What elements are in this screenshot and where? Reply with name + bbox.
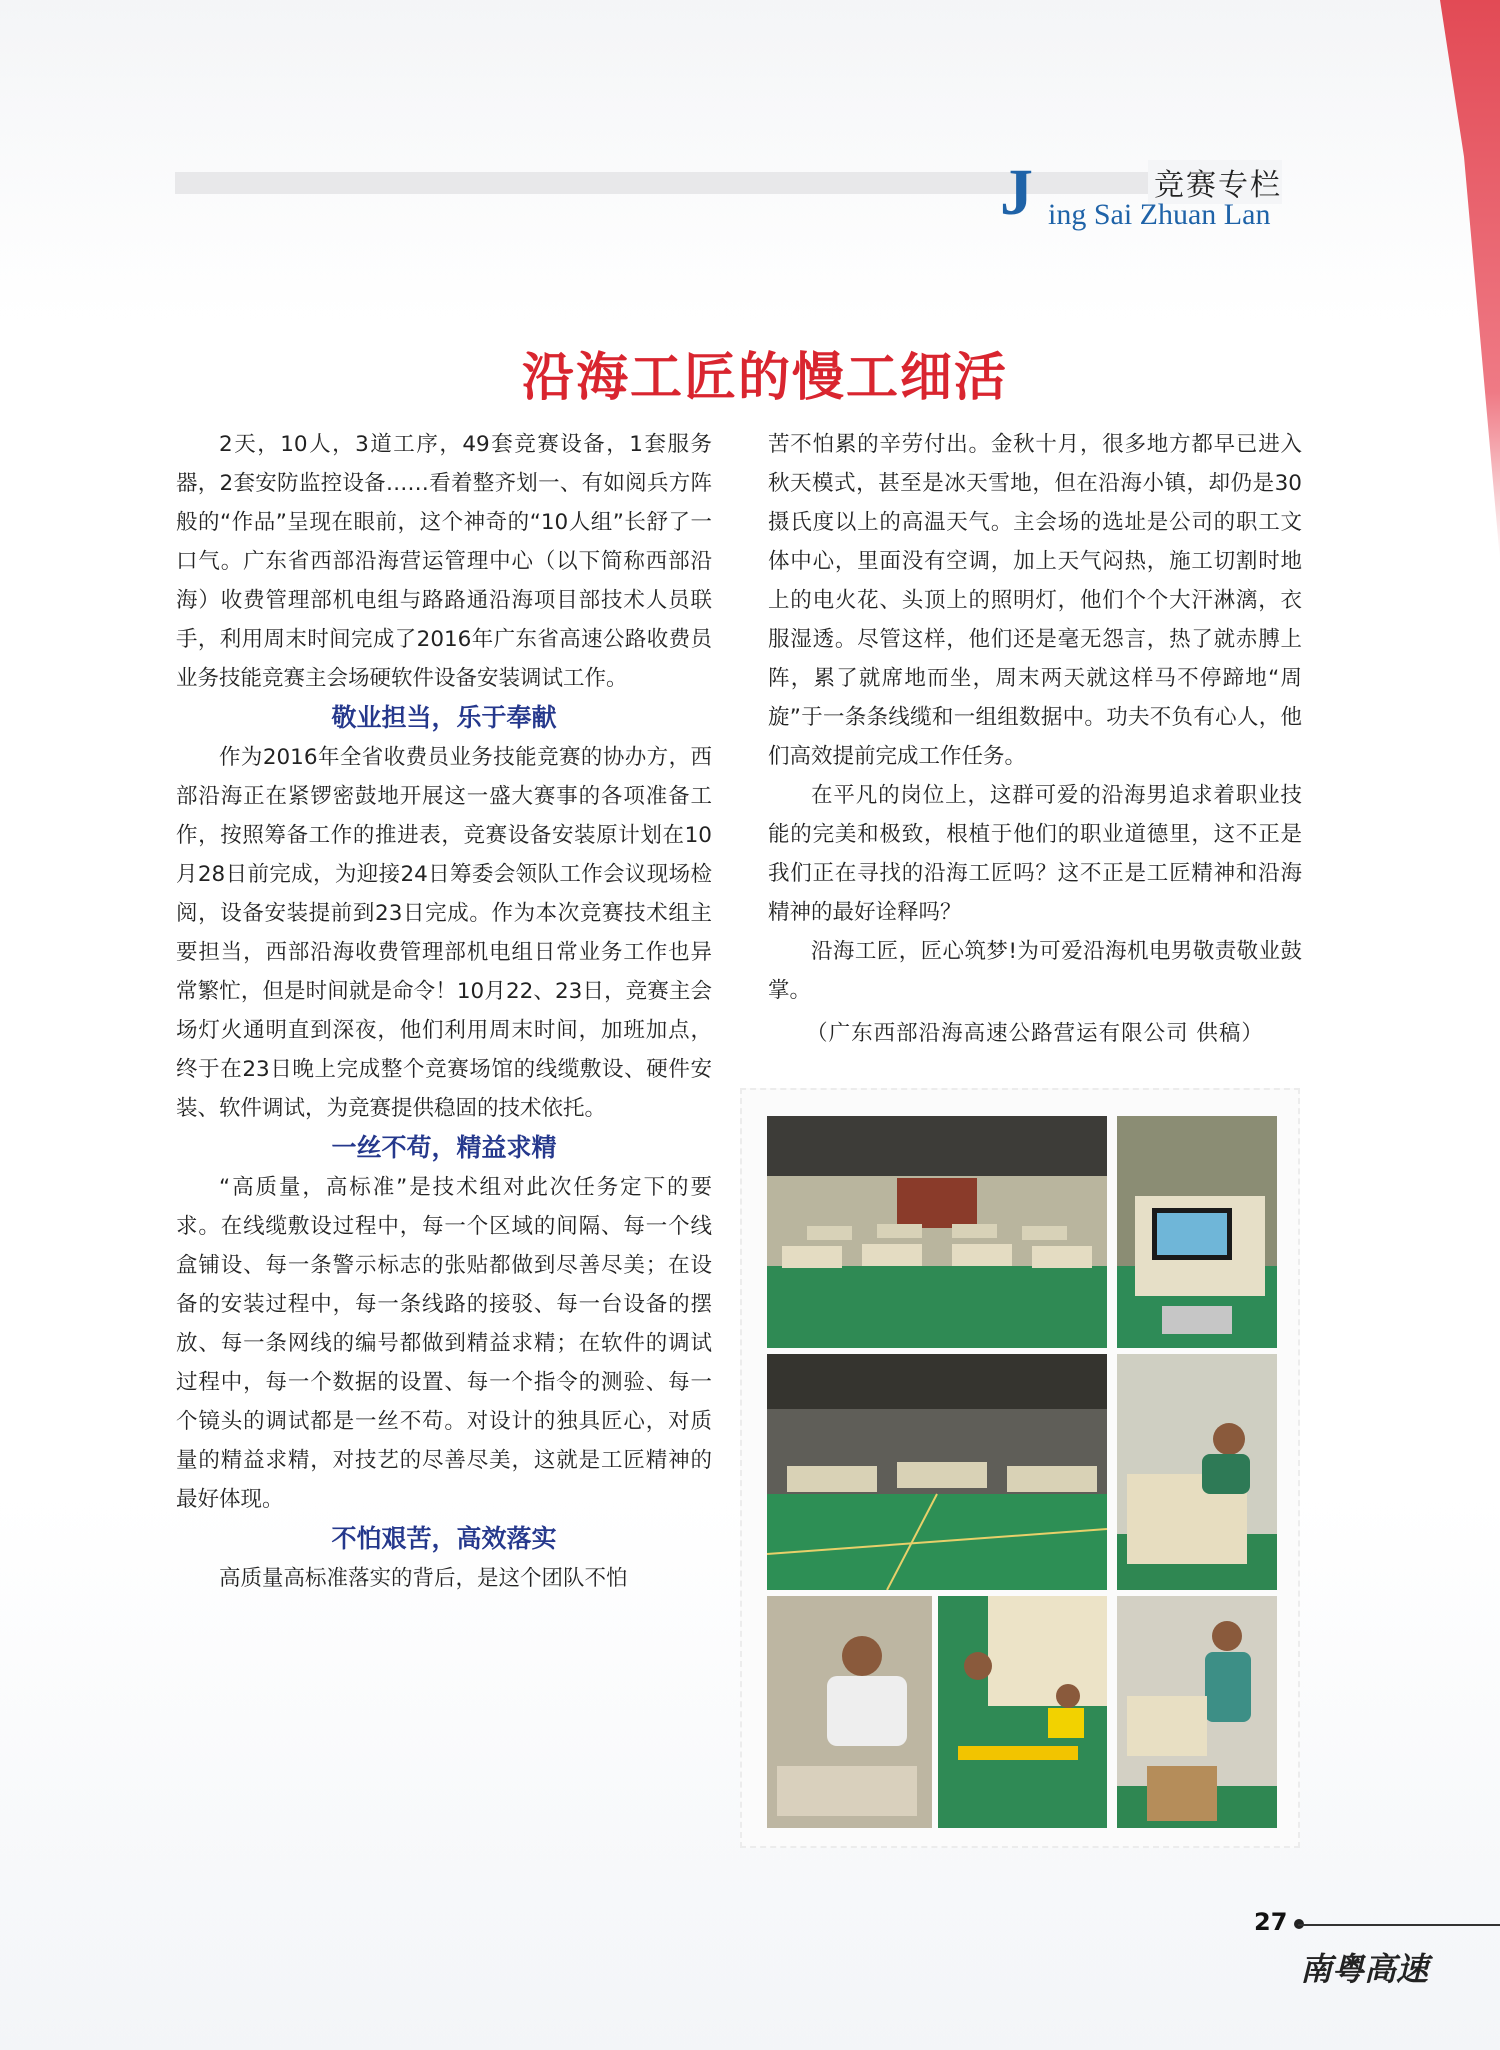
photo-worker-standing <box>1117 1596 1277 1828</box>
left-column <box>176 425 712 1598</box>
photo-warning-tape <box>938 1596 1107 1828</box>
article-credit: （广东西部沿海高速公路营运有限公司 供稿） <box>806 1021 1264 1046</box>
paragraph: 在平凡的岗位上，这群可爱的沿海男追求着职业技能的完美和极致，根植于他们的职业道德里，这不正是我们正在寻找的沿海工匠吗？这不正是工匠精神和沿海精神的最好诠释吗？ <box>768 783 1302 925</box>
photo-venue-hall <box>767 1116 1107 1348</box>
paragraph: 作为2016年全省收费员业务技能竞赛的协办方，西部沿海正在紧锣密鼓地开展这一盛大赛事的各项准备工作，按照筹备工作的推进表，竞赛设备安装原计划在10月28日前完成，为迎接24日筹委会领队工作会议现场检阅，设备安装提前到23日完成。作为本次竞赛技术组主要担当，西部沿海收费管理部机电组日常业务工作也异常繁忙，但是时间就是命令！10月22、23日，竞赛主会场灯火通明直到深夜，他们利用周末时间，加班加点，终于在23日晚上完成整个竞赛场馆的线缆敷设、硬件安装、软件调试，为竞赛提供稳固的技术依托。 <box>176 745 712 1121</box>
paragraph: 2天，10人，3道工序，49套竞赛设备，1套服务器，2套安防监控设备……看着整齐划一、有如阅兵方阵般的“作品”呈现在眼前，这个神奇的“10人组”长舒了一口气。广东省西部沿海营运管理中心（以下简称西部沿海）收费管理部机电组与路路通沿海项目部技术人员联手，利用周末时间完成了2016年广东省高速公路收费员业务技能竞赛主会场硬软件设备安装调试工作。 <box>176 432 712 691</box>
corner-decoration <box>1440 0 1500 560</box>
photo-workers-floor <box>767 1596 932 1828</box>
photo-hall-floor <box>767 1354 1107 1590</box>
paragraph: 苦不怕累的辛劳付出。金秋十月，很多地方都早已进入秋天模式，甚至是冰天雪地，但在沿海小镇，却仍是30摄氏度以上的高温天气。主会场的选址是公司的职工文体中心，里面没有空调，加上天气闷热，施工切割时地上的电火花、头顶上的照明灯，他们个个大汗淋漓，衣服湿透。尽管这样，他们还是毫无怨言，热了就赤膊上阵，累了就席地而坐，周末两天就这样马不停蹄地“周旋”于一条条线缆和一组组数据中。功夫不负有心人，他们高效提前完成工作任务。 <box>768 432 1302 769</box>
right-column <box>768 425 1302 1053</box>
section-heading: 不怕艰苦，高效落实 <box>331 1524 557 1553</box>
magazine-logo: 南粤高速 <box>1300 1950 1429 1988</box>
column-title-en: ing Sai Zhuan Lan <box>1048 198 1271 231</box>
photo-collage <box>740 1088 1300 1848</box>
page-number: 27 <box>1254 1908 1288 1936</box>
section-heading: 敬业担当，乐于奉献 <box>331 703 557 732</box>
column-initial: J <box>1000 156 1033 229</box>
section-heading: 一丝不苟，精益求精 <box>331 1133 557 1162</box>
column-title-cn: 竞赛专栏 <box>1148 160 1282 204</box>
paragraph: “高质量，高标准”是技术组对此次任务定下的要求。在线缆敷设过程中，每一个区域的间隔、每一个线盒铺设、每一条警示标志的张贴都做到尽善尽美；在设备的安装过程中，每一条线路的接驳、每一台设备的摆放、每一条网线的编号都做到精益求精；在软件的调试过程中，每一个数据的设置、每一个指令的测验、每一个镜头的调试都是一丝不苟。对设计的独具匠心，对质量的精益求精，对技艺的尽善尽美，这就是工匠精神的最好体现。 <box>176 1175 712 1512</box>
paragraph: 沿海工匠，匠心筑梦!为可爱沿海机电男敬责敬业鼓掌。 <box>768 939 1302 1003</box>
article-title: 沿海工匠的慢工细活 <box>521 347 1008 408</box>
paragraph: 高质量高标准落实的背后，是这个团队不怕 <box>219 1566 628 1591</box>
photo-worker-installing <box>1117 1354 1277 1590</box>
page-number-rule <box>1298 1924 1500 1926</box>
photo-workstation <box>1117 1116 1277 1348</box>
